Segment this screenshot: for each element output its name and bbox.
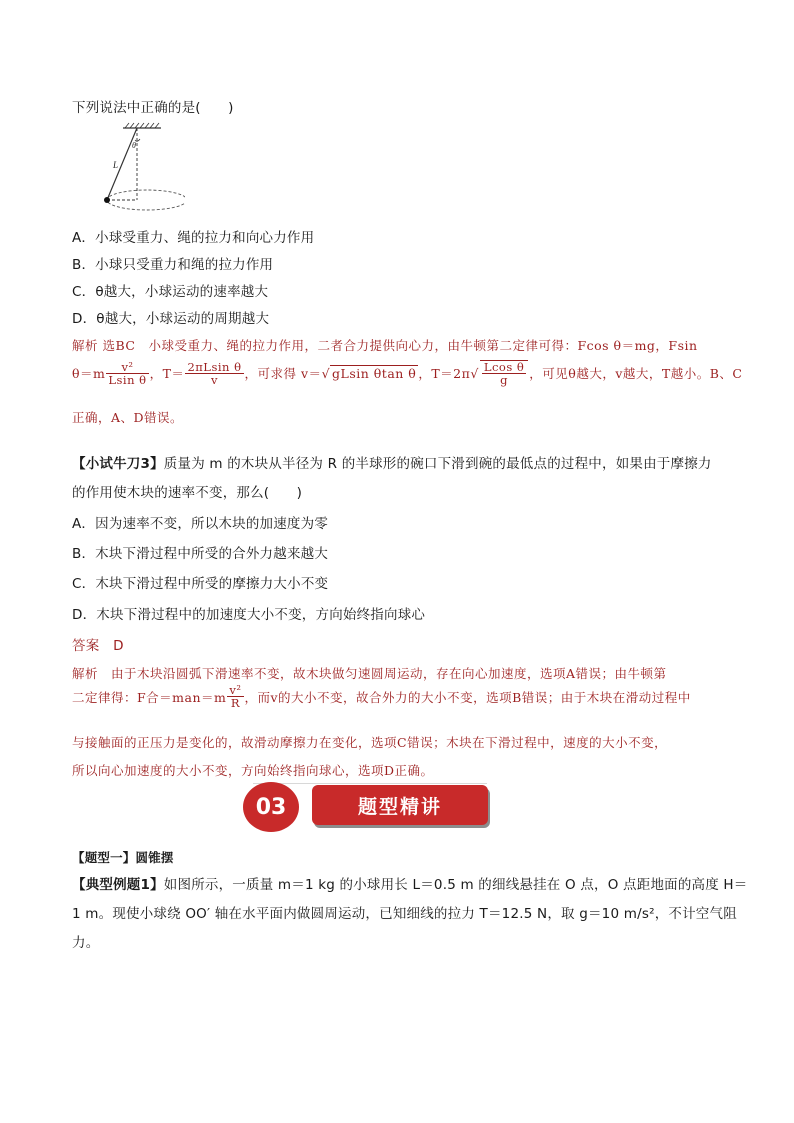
option-a: A．小球受重力、绳的拉力和向心力作用 bbox=[72, 230, 315, 246]
example-line-1 bbox=[72, 873, 747, 893]
example-tag: 【典型例题1】 bbox=[72, 877, 164, 893]
example-line-2: 1 m。现使小球绕 OO′ 轴在水平面内做圆周运动，已知细线的拉力 T＝12.5 N，取 g＝10 m/s²，不计空气阻 bbox=[72, 906, 737, 922]
question-3-line-1 bbox=[72, 452, 712, 472]
square-root-fraction bbox=[480, 360, 528, 386]
question-tag: 【小试牛刀3】 bbox=[72, 456, 164, 472]
fraction-denominator: R bbox=[230, 696, 241, 711]
example-line-3: 力。 bbox=[72, 935, 100, 951]
fraction bbox=[106, 361, 148, 386]
fraction-denominator: g bbox=[500, 373, 508, 388]
solution-text: ，可见θ越大，v越大，T越小。B、C bbox=[529, 366, 743, 382]
answer: 答案 D bbox=[72, 638, 124, 654]
fraction bbox=[227, 684, 243, 709]
solution-line-3: 正确，A、D错误。 bbox=[72, 410, 184, 425]
solution-text: 二定律得：F合＝man＝m bbox=[72, 689, 227, 705]
fraction-numerator: v² bbox=[106, 361, 148, 374]
conical-pendulum-figure bbox=[95, 120, 185, 220]
fraction bbox=[185, 361, 243, 386]
solution3-line-1: 解析 由于木块沿圆弧下滑速率不变，故木块做匀速圆周运动，存在向心加速度，选项A错误；由牛顿第 bbox=[72, 666, 667, 681]
example-text: 如图所示，一质量 m＝1 kg 的小球用长 L＝0.5 m 的细线悬挂在 O 点，O 点距地面的高度 H＝ bbox=[163, 877, 748, 893]
length-label: L bbox=[113, 160, 119, 170]
square-root: gLsin θtan θ bbox=[332, 366, 417, 382]
q3-option-d: D．木块下滑过程中的加速度大小不变，方向始终指向球心 bbox=[72, 607, 426, 623]
option-c: C．θ越大，小球运动的速率越大 bbox=[72, 284, 269, 300]
question-stem: 下列说法中正确的是( ) bbox=[72, 100, 234, 116]
question-3-line-2: 的作用使木块的速率不变，那么( ) bbox=[72, 485, 303, 501]
fraction-numerator: Lcos θ bbox=[483, 360, 525, 374]
solution3-line-4: 所以向心加速度的大小不变，方向始终指向球心，选项D正确。 bbox=[72, 763, 434, 778]
section-number-badge: 03 bbox=[243, 782, 299, 832]
solution-line-2: θ＝m $\frac{\text{v²}}{\text{Lsin θ}}$ ，T＝ $\frac{\text{2πLsin θ}}{v}$ ，可求得 v＝ √ gLsin θtan θ ，T＝2π √ $\frac{\text{Lcos θ}}{g}$ ，可见θ越大，v越大，T越小。B、C bbox=[72, 359, 743, 388]
solution-line-1: 解析 选BC 小球受重力、绳的拉力作用，二者合力提供向心力，由牛顿第二定律可得：Fcos θ＝mg，Fsin bbox=[72, 338, 698, 353]
fraction-numerator: 2πLsin θ bbox=[187, 359, 242, 374]
solution3-line-2 bbox=[72, 684, 691, 709]
solution3-line-3: 与接触面的正压力是变化的，故滑动摩擦力在变化，选项C错误；木块在下滑过程中，速度的大小不变， bbox=[72, 735, 668, 750]
section-heading: 【题型一】圆锥摆 bbox=[72, 850, 174, 865]
solution-text: ，T＝2π bbox=[418, 366, 471, 382]
fraction-denominator: Lsin θ bbox=[108, 372, 147, 387]
q3-option-c: C．木块下滑过程中所受的摩擦力大小不变 bbox=[72, 576, 329, 592]
option-b: B．小球只受重力和绳的拉力作用 bbox=[72, 257, 274, 273]
fraction-denominator: v bbox=[210, 372, 218, 387]
solution-text: θ＝m bbox=[72, 366, 106, 382]
q3-option-a: A．因为速率不变，所以木块的加速度为零 bbox=[72, 516, 329, 532]
solution-text: ，而v的大小不变，故合外力的大小不变，选项B错误；由于木块在滑动过程中 bbox=[244, 689, 691, 705]
fraction-numerator: v² bbox=[229, 683, 242, 697]
section-banner-title: 题型精讲 bbox=[312, 785, 488, 825]
banner-divider bbox=[253, 783, 487, 784]
solution-text: ，T＝ bbox=[149, 366, 185, 382]
option-d: D．θ越大，小球运动的周期越大 bbox=[72, 311, 270, 327]
question-text: 质量为 m 的木块从半径为 R 的半球形的碗口下滑到碗的最低点的过程中，如果由于摩擦力 bbox=[163, 456, 712, 472]
solution-text: ，可求得 v＝ bbox=[244, 366, 322, 382]
q3-option-b: B．木块下滑过程中所受的合外力越来越大 bbox=[72, 546, 329, 562]
theta-label: θ bbox=[132, 141, 136, 150]
